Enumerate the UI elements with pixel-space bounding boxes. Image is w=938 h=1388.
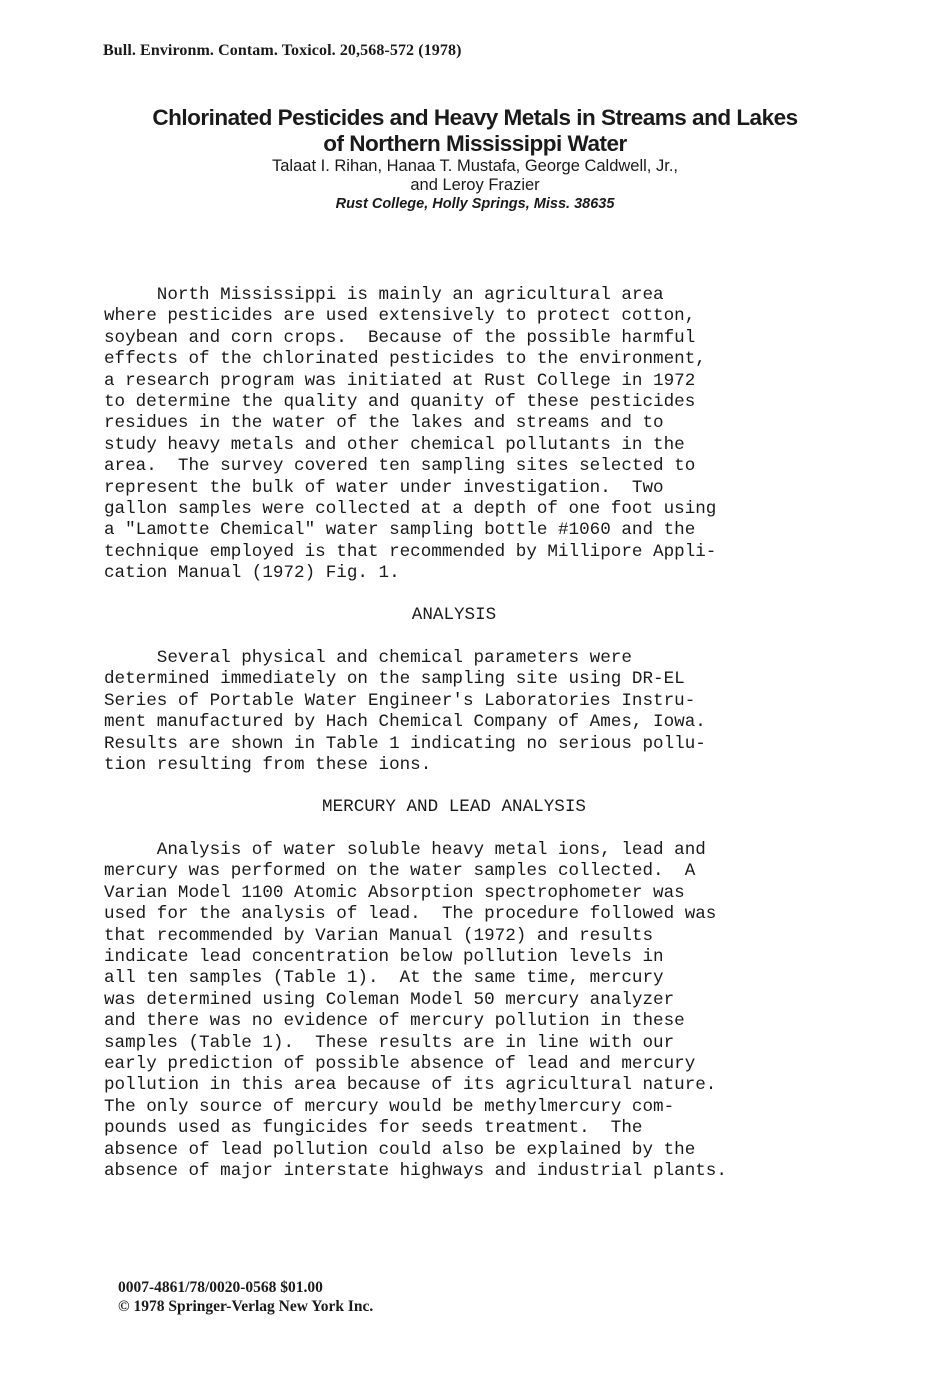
- mercury-lead-paragraph: Analysis of water soluble heavy metal ions, lead and mercury was performed on the water samples collected. A Varian Model 1100 Atomic Absorption spectrophometer was used for the analysis of lead. The procedure followed was that recommended by Varian Manual (1972) and results indicate lead concentration below pollution levels in all ten samples (Table 1). At the same time, mercury was determined using Coleman Model 50 mercury analyzer and there was no evidence of mercury pollution in these samples (Table 1). These results are in line with our early prediction of possible absence of lead and mercury pollution in this area because of its agricultural nature. The only source of mercury would be methylmercury com- pounds used as fungicides for seeds treatment. The absence of lead pollution could also be explained by the absence of major interstate highways and industrial plants.: [104, 840, 727, 1182]
- analysis-paragraph: Several physical and chemical parameters were determined immediately on the sampling site using DR-EL Series of Portable Water Engineer's Laboratories Instru- ment manufactured by Hach Chemical Company of Ames, Iowa. Results are shown in Table 1 indicating no serious pollu- tion resulting from these ions.: [104, 648, 706, 776]
- article-title-line-2: of Northern Mississippi Water: [323, 131, 627, 156]
- analysis-heading: ANALYSIS: [411, 605, 497, 625]
- article-title-line-1: Chlorinated Pesticides and Heavy Metals in Streams and Lakes: [152, 105, 798, 130]
- issn-price-code: 0007-4861/78/0020-0568 $01.00: [118, 1279, 323, 1296]
- mercury-lead-heading: MERCURY AND LEAD ANALYSIS: [322, 797, 586, 817]
- copyright-notice: © 1978 Springer-Verlag New York Inc.: [118, 1298, 374, 1315]
- title-block: [60, 105, 890, 213]
- intro-paragraph: North Mississippi is mainly an agricultural area where pesticides are used extensively to protect cotton, soybean and corn crops. Because of the possible harmful effects of the chlorinated pesticides to the environment, a research program was initiated at Rust College in 1972 to determine the quality and quanity of these pesticides residues in the water of the lakes and streams and to study heavy metals and other chemical pollutants in the area. The survey covered ten sampling sites selected to represent the bulk of water under investigation. Two gallon samples were collected at a depth of one foot using a "Lamotte Chemical" water sampling bottle #1060 and the technique employed is that recommended by Millipore Appli- cation Manual (1972) Fig. 1.: [104, 285, 717, 584]
- affiliation: Rust College, Holly Springs, Miss. 38635: [335, 196, 615, 212]
- authors-line-2: and Leroy Frazier: [410, 176, 540, 194]
- footer: [118, 1278, 373, 1316]
- authors-line-1: Talaat I. Rihan, Hanaa T. Mustafa, George Caldwell, Jr.,: [272, 157, 678, 175]
- journal-reference: Bull. Environm. Contam. Toxicol. 20,568-572 (1978): [103, 42, 462, 59]
